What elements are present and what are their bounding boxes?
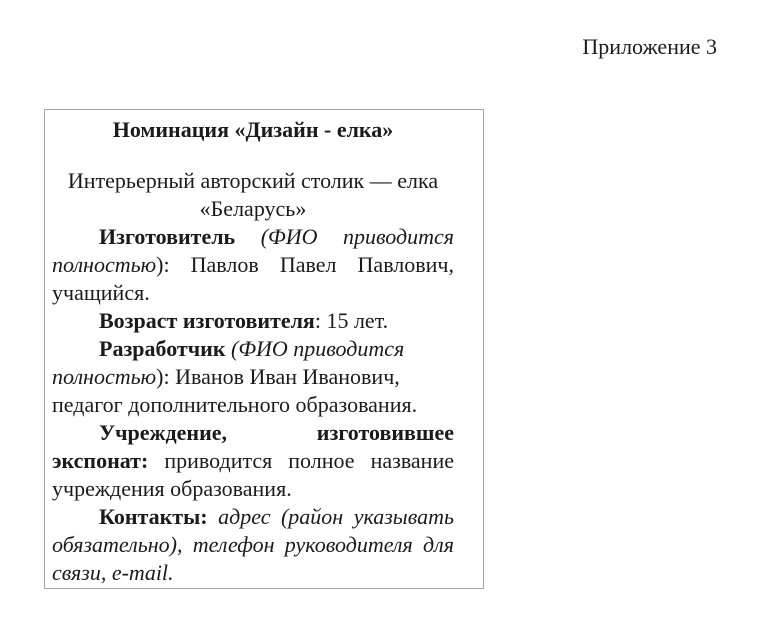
developer-text: ): Иванов Иван Иванович, педагог дополнительного образования.	[52, 364, 418, 417]
paragraph-age	[52, 307, 454, 335]
nomination-box	[44, 109, 484, 589]
paragraph-maker	[52, 223, 454, 307]
age-text: : 15 лет.	[314, 308, 389, 333]
exhibit-name: Интерьерный авторский столик — елка «Беларусь»	[67, 168, 439, 221]
institution-text: приводится полное название учреждения образования.	[52, 448, 454, 501]
paragraph-institution	[52, 419, 454, 503]
maker-note: (ФИО приводится полностью	[52, 224, 454, 277]
developer-note: (ФИО приводится полностью	[52, 336, 405, 389]
developer-label: Разработчик	[99, 336, 231, 361]
maker-label: Изготовитель	[99, 224, 261, 249]
contacts-label: Контакты:	[99, 504, 208, 529]
institution-label: Учреждение, изготовившее экспонат:	[52, 420, 454, 473]
nomination-title: Номинация «Дизайн - елка»	[112, 117, 394, 142]
age-label: Возраст изготовителя	[99, 308, 315, 333]
paragraph-contacts	[52, 503, 454, 587]
annex-label: Приложение 3	[582, 34, 717, 59]
maker-text: ): Павлов Павел Павлович, учащийся.	[52, 252, 454, 305]
contacts-note: адрес (район указывать обязательно), телефон руководителя для связи, e-mail.	[52, 504, 454, 585]
paragraph-developer	[52, 335, 454, 419]
